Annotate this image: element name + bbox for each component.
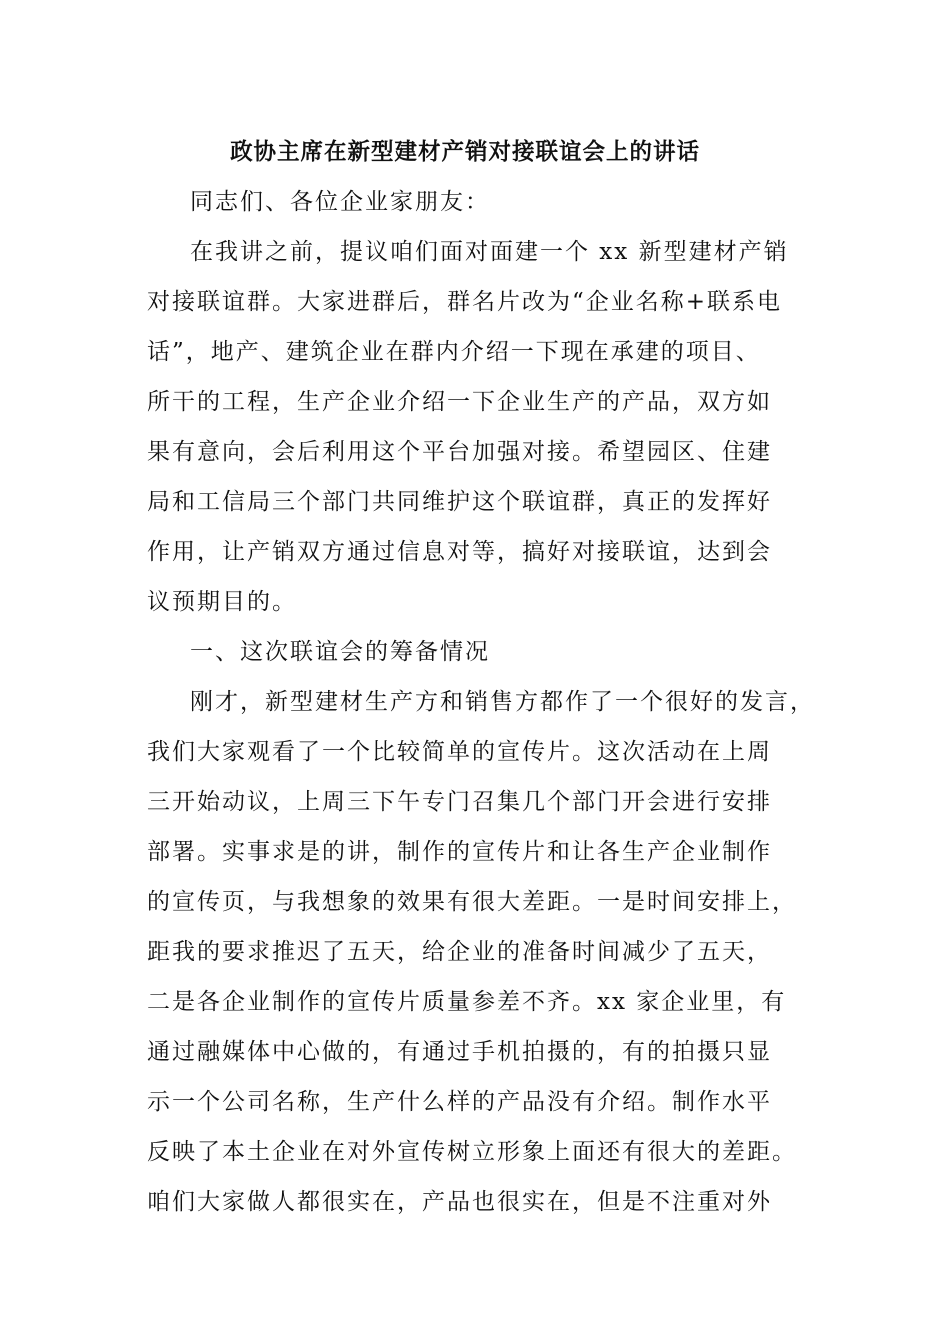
document-title: 政协主席在新型建材产销对接联谊会上的讲话 <box>230 138 700 165</box>
text-line: 距我的要求推迟了五天，给企业的准备时间减少了五天， <box>147 939 772 965</box>
text-line: 话”，地产、建筑企业在群内介绍一下现在承建的项目、 <box>147 339 761 365</box>
text-line: 所干的工程，生产企业介绍一下企业生产的产品，双方如 <box>147 389 772 415</box>
text-line: 部署。实事求是的讲，制作的宣传片和让各生产企业制作 <box>147 839 772 865</box>
text-line: 咱们大家做人都很实在，产品也很实在，但是不注重对外 <box>147 1189 772 1215</box>
text-line: 示一个公司名称，生产什么样的产品没有介绍。制作水平 <box>147 1089 772 1115</box>
section-heading: 一、这次联谊会的筹备情况 <box>190 639 490 665</box>
text-line: 在我讲之前，提议咱们面对面建一个 xx 新型建材产销 <box>190 239 789 265</box>
text-line: 局和工信局三个部门共同维护这个联谊群，真正的发挥好 <box>147 489 772 515</box>
text-line: 刚才，新型建材生产方和销售方都作了一个很好的发言， <box>190 689 815 715</box>
text-line: 我们大家观看了一个比较简单的宣传片。这次活动在上周 <box>147 739 772 765</box>
text-line: 作用，让产销双方通过信息对等，搞好对接联谊，达到会 <box>147 539 772 565</box>
text-line: 同志们、各位企业家朋友： <box>190 189 490 215</box>
text-line: 二是各企业制作的宣传片质量参差不齐。xx 家企业里，有 <box>147 989 787 1015</box>
text-line: 反映了本土企业在对外宣传树立形象上面还有很大的差距。 <box>147 1139 797 1165</box>
text-line: 果有意向，会后利用这个平台加强对接。希望园区、住建 <box>147 439 772 465</box>
text-line: 的宣传页，与我想象的效果有很大差距。一是时间安排上， <box>147 889 797 915</box>
text-line: 三开始动议，上周三下午专门召集几个部门开会进行安排 <box>147 789 772 815</box>
text-line: 通过融媒体中心做的，有通过手机拍摄的，有的拍摄只显 <box>147 1039 772 1065</box>
text-line: 对接联谊群。大家进群后，群名片改为“企业名称+联系电 <box>147 289 783 315</box>
text-line: 议预期目的。 <box>147 589 297 615</box>
